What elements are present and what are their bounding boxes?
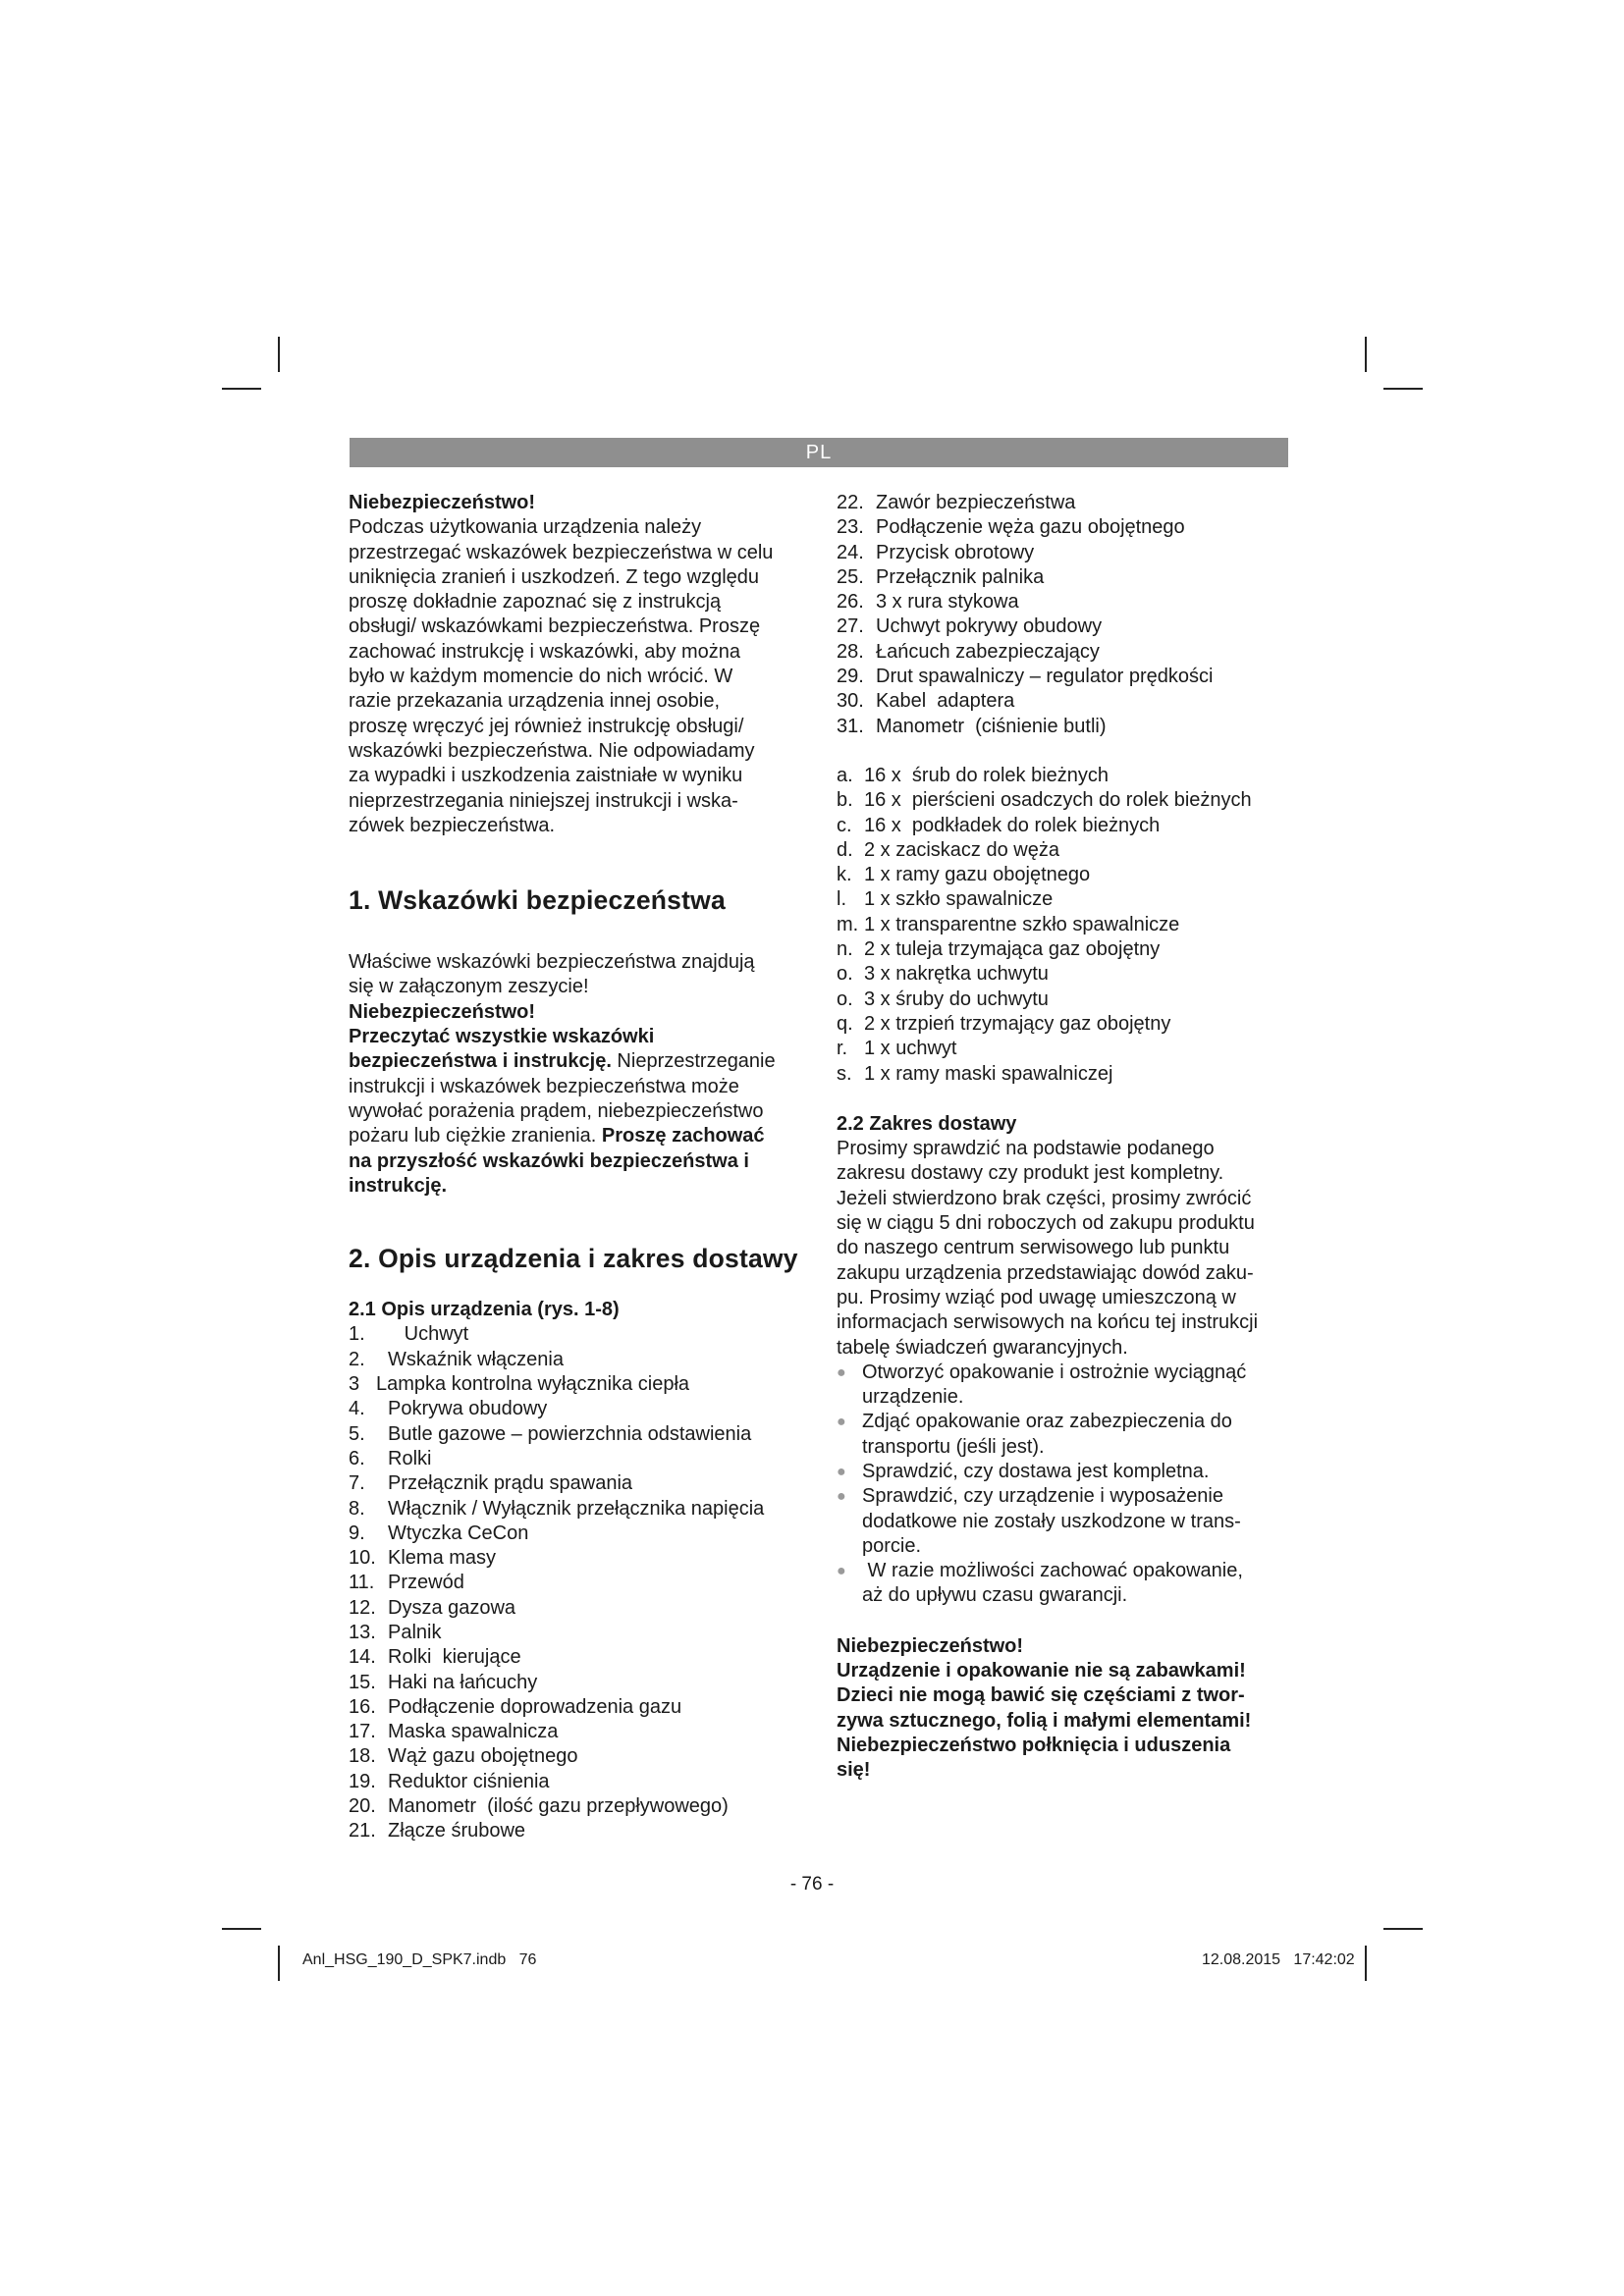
item-text: Rolki kierujące [388, 1646, 521, 1669]
list-item [837, 590, 1293, 614]
item-text: Zawór bezpieczeństwa [876, 492, 1076, 513]
text-line: zakresu dostawy czy produkt jest kompletny. [837, 1162, 1224, 1185]
list-item [837, 937, 1293, 962]
text-line: wskazówki bezpieczeństwa. Nie odpowiadamy [349, 739, 755, 762]
item-number: 14. [349, 1646, 376, 1669]
item-text: Przełącznik palnika [876, 565, 1045, 588]
crop-mark [1365, 1946, 1367, 1981]
text-line: porcie. [862, 1534, 922, 1557]
item-number: 15. [349, 1671, 376, 1693]
item-number: 20. [349, 1795, 376, 1818]
text-line: transportu (jeśli jest). [862, 1435, 1045, 1458]
item-letter: c. [837, 814, 852, 836]
item-number: 19. [349, 1770, 376, 1792]
text-line: zachować instrukcję i wskazówki, aby można [349, 640, 741, 663]
warning-text [349, 515, 810, 838]
text-line: przestrzegać wskazówek bezpieczeństwa w celu [349, 541, 774, 563]
text-line: Niebezpieczeństwo połknięcia i uduszenia [837, 1734, 1231, 1756]
item-text: 16 x śrub do rolek bieżnych [864, 764, 1110, 786]
list-item [349, 1671, 810, 1695]
item-number: 8. [349, 1497, 365, 1520]
item-text: Wtyczka CeCon [388, 1522, 529, 1544]
text-line: tabelę świadczeń gwarancyjnych. [837, 1336, 1128, 1359]
text-line: za wypadki i uszkodzenia zaistniałe w wyniku [349, 765, 743, 787]
item-number: 10. [349, 1547, 376, 1570]
text-line: Dzieci nie mogą bawić się częściami z twor- [837, 1684, 1245, 1707]
text-line: obsługi/ wskazówkami bezpieczeństwa. Proszę [349, 615, 761, 638]
list-item [837, 988, 1293, 1012]
item-text: Kabel adaptera [876, 690, 1015, 713]
item-text: Manometr (ciśnienie butli) [876, 715, 1107, 737]
crop-mark [1365, 337, 1367, 372]
section-1-body [349, 950, 810, 1199]
bullet-text [862, 1410, 1232, 1460]
text-line: wywołać porażenia prądem, niebezpieczeństwo [349, 1099, 764, 1122]
item-number: 1. [349, 1323, 365, 1346]
text-line: instrukcji i wskazówek bezpieczeństwa może [349, 1075, 739, 1097]
list-item [837, 614, 1293, 639]
item-letter: m. [837, 913, 859, 935]
text-line: dodatkowe nie zostały uszkodzone w trans- [862, 1510, 1241, 1532]
item-letter: a. [837, 764, 853, 786]
bold-run: bezpieczeństwa i instrukcję. [349, 1050, 612, 1073]
text-line: na przyszłość wskazówki bezpieczeństwa i [349, 1149, 749, 1172]
item-text: Haki na łańcuchy [388, 1671, 538, 1693]
bullet-item [837, 1460, 1293, 1484]
item-text: Włącznik / Wyłącznik przełącznika napięcia [388, 1497, 765, 1520]
section-1-heading: 1. Wskazówki bezpieczeństwa [349, 885, 726, 916]
item-text: Wąż gazu obojętnego [388, 1745, 578, 1768]
item-letter: k. [837, 864, 852, 886]
crop-mark [222, 1928, 261, 1930]
text-line: informacjach serwisowych na końcu tej instrukcji [837, 1311, 1259, 1334]
text-line: proszę wręczyć jej również instrukcję obsługi/ [349, 715, 744, 737]
list-item [837, 1062, 1293, 1087]
text-line: Jeżeli stwierdzono brak części, prosimy zwrócić [837, 1187, 1252, 1209]
item-text: 16 x pierścieni osadczych do rolek bieżnych [864, 789, 1252, 812]
list-item [349, 1744, 810, 1769]
text-line: Podczas użytkowania urządzenia należy [349, 516, 702, 539]
final-warning-text [837, 1659, 1293, 1783]
item-text: Uchwyt [388, 1323, 469, 1346]
list-item [349, 1497, 810, 1522]
item-number: 13. [349, 1621, 376, 1643]
list-item [837, 515, 1293, 540]
item-number: 24. [837, 541, 864, 563]
item-letter: s. [837, 1062, 852, 1085]
item-letter: n. [837, 938, 853, 961]
list-item [837, 788, 1293, 813]
item-number: 29. [837, 666, 864, 688]
item-letter: l. [837, 888, 846, 911]
bullet-icon: ● [837, 1563, 846, 1580]
item-number: 3 [349, 1373, 360, 1396]
item-text: Lampka kontrolna wyłącznika ciepła [376, 1373, 690, 1396]
item-number: 4. [349, 1398, 365, 1420]
print-timestamp: 12.08.2015 17:42:02 [1202, 1951, 1355, 1968]
text-line: się! [837, 1759, 871, 1782]
list-item [837, 863, 1293, 887]
item-text: Podłączenie węża gazu obojętnego [876, 516, 1185, 539]
item-number: 23. [837, 516, 864, 539]
bullet-text [862, 1559, 1243, 1609]
bullet-item [837, 1559, 1293, 1609]
list-item [349, 1794, 810, 1819]
list-item [349, 1447, 810, 1471]
item-text: 1 x ramy gazu obojętnego [864, 864, 1091, 886]
item-text: 16 x podkładek do rolek bieżnych [864, 814, 1161, 836]
page-number: - 76 - [789, 1874, 835, 1895]
item-text: Wskaźnik włączenia [388, 1348, 564, 1370]
section-1-warning-title: Niebezpieczeństwo! [349, 1000, 536, 1023]
item-letter: d. [837, 838, 853, 861]
list-item [349, 1397, 810, 1421]
section-2-2-heading: 2.2 Zakres dostawy [837, 1112, 1017, 1135]
item-letter: o. [837, 988, 853, 1010]
bullet-icon: ● [837, 1463, 846, 1480]
list-item [837, 764, 1293, 788]
list-item [349, 1348, 810, 1372]
mixed-line [349, 1049, 810, 1074]
item-text: 3 x rura stykowa [876, 591, 1019, 614]
final-warning-title: Niebezpieczeństwo! [837, 1634, 1024, 1657]
list-item [837, 491, 1293, 515]
bullet-text [862, 1361, 1246, 1411]
item-number: 9. [349, 1522, 365, 1544]
bullet-item [837, 1410, 1293, 1460]
item-text: Uchwyt pokrywy obudowy [876, 615, 1103, 638]
mixed-line [349, 1124, 810, 1148]
text-line: zówek bezpieczeństwa. [349, 814, 556, 836]
crop-mark [278, 337, 280, 372]
list-item [837, 715, 1293, 739]
accessories-list [837, 764, 1293, 1087]
list-item [837, 1037, 1293, 1061]
text-line: aż do upływu czasu gwarancji. [862, 1584, 1128, 1607]
section-2-1-heading: 2.1 Opis urządzenia (rys. 1-8) [349, 1299, 620, 1321]
list-item [837, 838, 1293, 863]
item-text: Przycisk obrotowy [876, 541, 1035, 563]
list-item [837, 814, 1293, 838]
item-text: Przewód [388, 1572, 464, 1594]
item-text: 2 x tuleja trzymająca gaz obojętny [864, 938, 1161, 961]
item-text: 2 x trzpień trzymający gaz obojętny [864, 1012, 1171, 1035]
text-line: Otworzyć opakowanie i ostrożnie wyciągnąć [862, 1361, 1247, 1383]
text-line: było w każdym momencie do nich wrócić. W [349, 666, 733, 688]
item-number: 18. [349, 1745, 376, 1768]
text-line: proszę dokładnie zapoznać się z instrukcją [349, 591, 722, 614]
bullet-item [837, 1484, 1293, 1559]
bullet-text [862, 1460, 1210, 1484]
item-number: 5. [349, 1422, 365, 1445]
item-number: 17. [349, 1721, 376, 1743]
list-item [349, 1322, 810, 1347]
text-line: Zdjąć opakowanie oraz zabezpieczenia do [862, 1411, 1232, 1433]
text-line: zakupu urządzenia przedstawiając dowód zaku- [837, 1261, 1254, 1284]
item-text: Rolki [388, 1447, 432, 1469]
text-line: urządzenie. [862, 1386, 964, 1409]
item-text: Manometr (ilość gazu przepływowego) [388, 1795, 729, 1818]
item-number: 12. [349, 1596, 376, 1619]
text-line: razie przekazania urządzenia innej osobie, [349, 690, 721, 713]
checklist [837, 1361, 1293, 1609]
list-item [349, 1422, 810, 1447]
list-item [837, 913, 1293, 937]
list-item [349, 1645, 810, 1670]
list-item [837, 689, 1293, 714]
text-line: uniknięcia zranień i uszkodzeń. Z tego względu [349, 565, 760, 588]
bullet-item [837, 1361, 1293, 1411]
crop-mark [1383, 1928, 1423, 1930]
list-item [349, 1695, 810, 1720]
text-line: nieprzestrzegania niniejszej instrukcji i wska- [349, 789, 738, 812]
text-line: zywa sztucznego, folią i małymi elementami! [837, 1709, 1252, 1732]
item-number: 16. [349, 1695, 376, 1718]
item-number: 11. [349, 1572, 375, 1594]
text-line: do naszego centrum serwisowego lub punktu [837, 1237, 1230, 1259]
item-text: Butle gazowe – powierzchnia odstawienia [388, 1422, 752, 1445]
item-text: Drut spawalniczy – regulator prędkości [876, 666, 1214, 688]
language-header-bar [350, 438, 1288, 467]
item-text: 2 x zaciskacz do węża [864, 838, 1059, 861]
item-text: Maska spawalnicza [388, 1721, 559, 1743]
item-text: 1 x uchwyt [864, 1038, 957, 1060]
list-item [349, 1720, 810, 1744]
list-item [837, 962, 1293, 987]
warning-title: Niebezpieczeństwo! [349, 492, 536, 513]
item-text: 3 x śruby do uchwytu [864, 988, 1049, 1010]
item-letter: r. [837, 1038, 848, 1060]
text-line: Przeczytać wszystkie wskazówki [349, 1026, 655, 1048]
list-item [349, 1596, 810, 1621]
list-item [349, 1522, 810, 1546]
print-file-name: Anl_HSG_190_D_SPK7.indb 76 [302, 1951, 537, 1968]
section-2-2-body [837, 1137, 1293, 1361]
item-letter: b. [837, 789, 853, 812]
item-text: Pokrywa obudowy [388, 1398, 548, 1420]
item-number: 25. [837, 565, 864, 588]
normal-run: Nieprzestrzeganie [611, 1050, 776, 1073]
normal-run: pożaru lub ciężkie zranienia. [349, 1125, 597, 1148]
text-line: się w załączonym zeszycie! [349, 976, 589, 998]
item-number: 2. [349, 1348, 365, 1370]
list-item [837, 1012, 1293, 1037]
item-text: Złącze śrubowe [388, 1820, 526, 1842]
crop-mark [278, 1946, 280, 1981]
section-2-heading: 2. Opis urządzenia i zakres dostawy [349, 1244, 798, 1274]
list-item [349, 1770, 810, 1794]
item-number: 21. [349, 1820, 376, 1842]
item-number: 6. [349, 1447, 365, 1469]
list-item [837, 565, 1293, 590]
language-label: PL [805, 442, 833, 463]
bullet-icon: ● [837, 1488, 846, 1506]
item-text: Dysza gazowa [388, 1596, 516, 1619]
list-item [837, 665, 1293, 689]
parts-list-continued [837, 491, 1293, 739]
list-item [349, 1621, 810, 1645]
item-text: Palnik [388, 1621, 442, 1643]
text-line: Sprawdzić, czy urządzenie i wyposażenie [862, 1485, 1223, 1508]
bullet-icon: ● [837, 1414, 846, 1431]
list-item [837, 640, 1293, 665]
list-item [349, 1546, 810, 1571]
item-number: 31. [837, 715, 864, 737]
item-number: 22. [837, 492, 864, 513]
list-item [349, 1571, 810, 1595]
list-item [837, 887, 1293, 912]
text-line: się w ciągu 5 dni roboczych od zakupu produktu [837, 1212, 1255, 1235]
text-line: Prosimy sprawdzić na podstawie podanego [837, 1138, 1215, 1160]
parts-list [349, 1322, 810, 1843]
bullet-icon: ● [837, 1363, 846, 1381]
item-text: 1 x transparentne szkło spawalnicze [864, 913, 1180, 935]
item-letter: o. [837, 963, 853, 986]
right-column [837, 491, 1293, 1784]
item-text: Przełącznik prądu spawania [388, 1472, 633, 1495]
text-line: pu. Prosimy wziąć pod uwagę umieszczoną w [837, 1286, 1236, 1308]
list-item [349, 1819, 810, 1843]
left-column [349, 491, 810, 1844]
crop-mark [222, 388, 261, 390]
text-line: Sprawdzić, czy dostawa jest kompletna. [862, 1460, 1210, 1482]
item-text: 1 x szkło spawalnicze [864, 888, 1054, 911]
item-text: Podłączenie doprowadzenia gazu [388, 1695, 682, 1718]
list-item [349, 1471, 810, 1496]
list-item [837, 541, 1293, 565]
item-text: Reduktor ciśnienia [388, 1770, 550, 1792]
bold-run: Proszę zachować [596, 1125, 765, 1148]
item-text: 3 x nakrętka uchwytu [864, 963, 1049, 986]
crop-mark [1383, 388, 1423, 390]
item-text: Klema masy [388, 1547, 497, 1570]
item-number: 28. [837, 640, 864, 663]
list-item [349, 1372, 810, 1397]
text-line: Właściwe wskazówki bezpieczeństwa znajdują [349, 951, 755, 974]
text-line: instrukcję. [349, 1174, 448, 1197]
item-letter: q. [837, 1012, 853, 1035]
item-text: 1 x ramy maski spawalniczej [864, 1062, 1113, 1085]
bullet-text [862, 1484, 1241, 1559]
item-number: 7. [349, 1472, 365, 1495]
item-number: 30. [837, 690, 864, 713]
item-text: Łańcuch zabezpieczający [876, 640, 1100, 663]
item-number: 27. [837, 615, 864, 638]
item-number: 26. [837, 591, 864, 614]
text-line: W razie możliwości zachować opakowanie, [862, 1560, 1243, 1582]
text-line: Urządzenie i opakowanie nie są zabawkami! [837, 1660, 1246, 1682]
